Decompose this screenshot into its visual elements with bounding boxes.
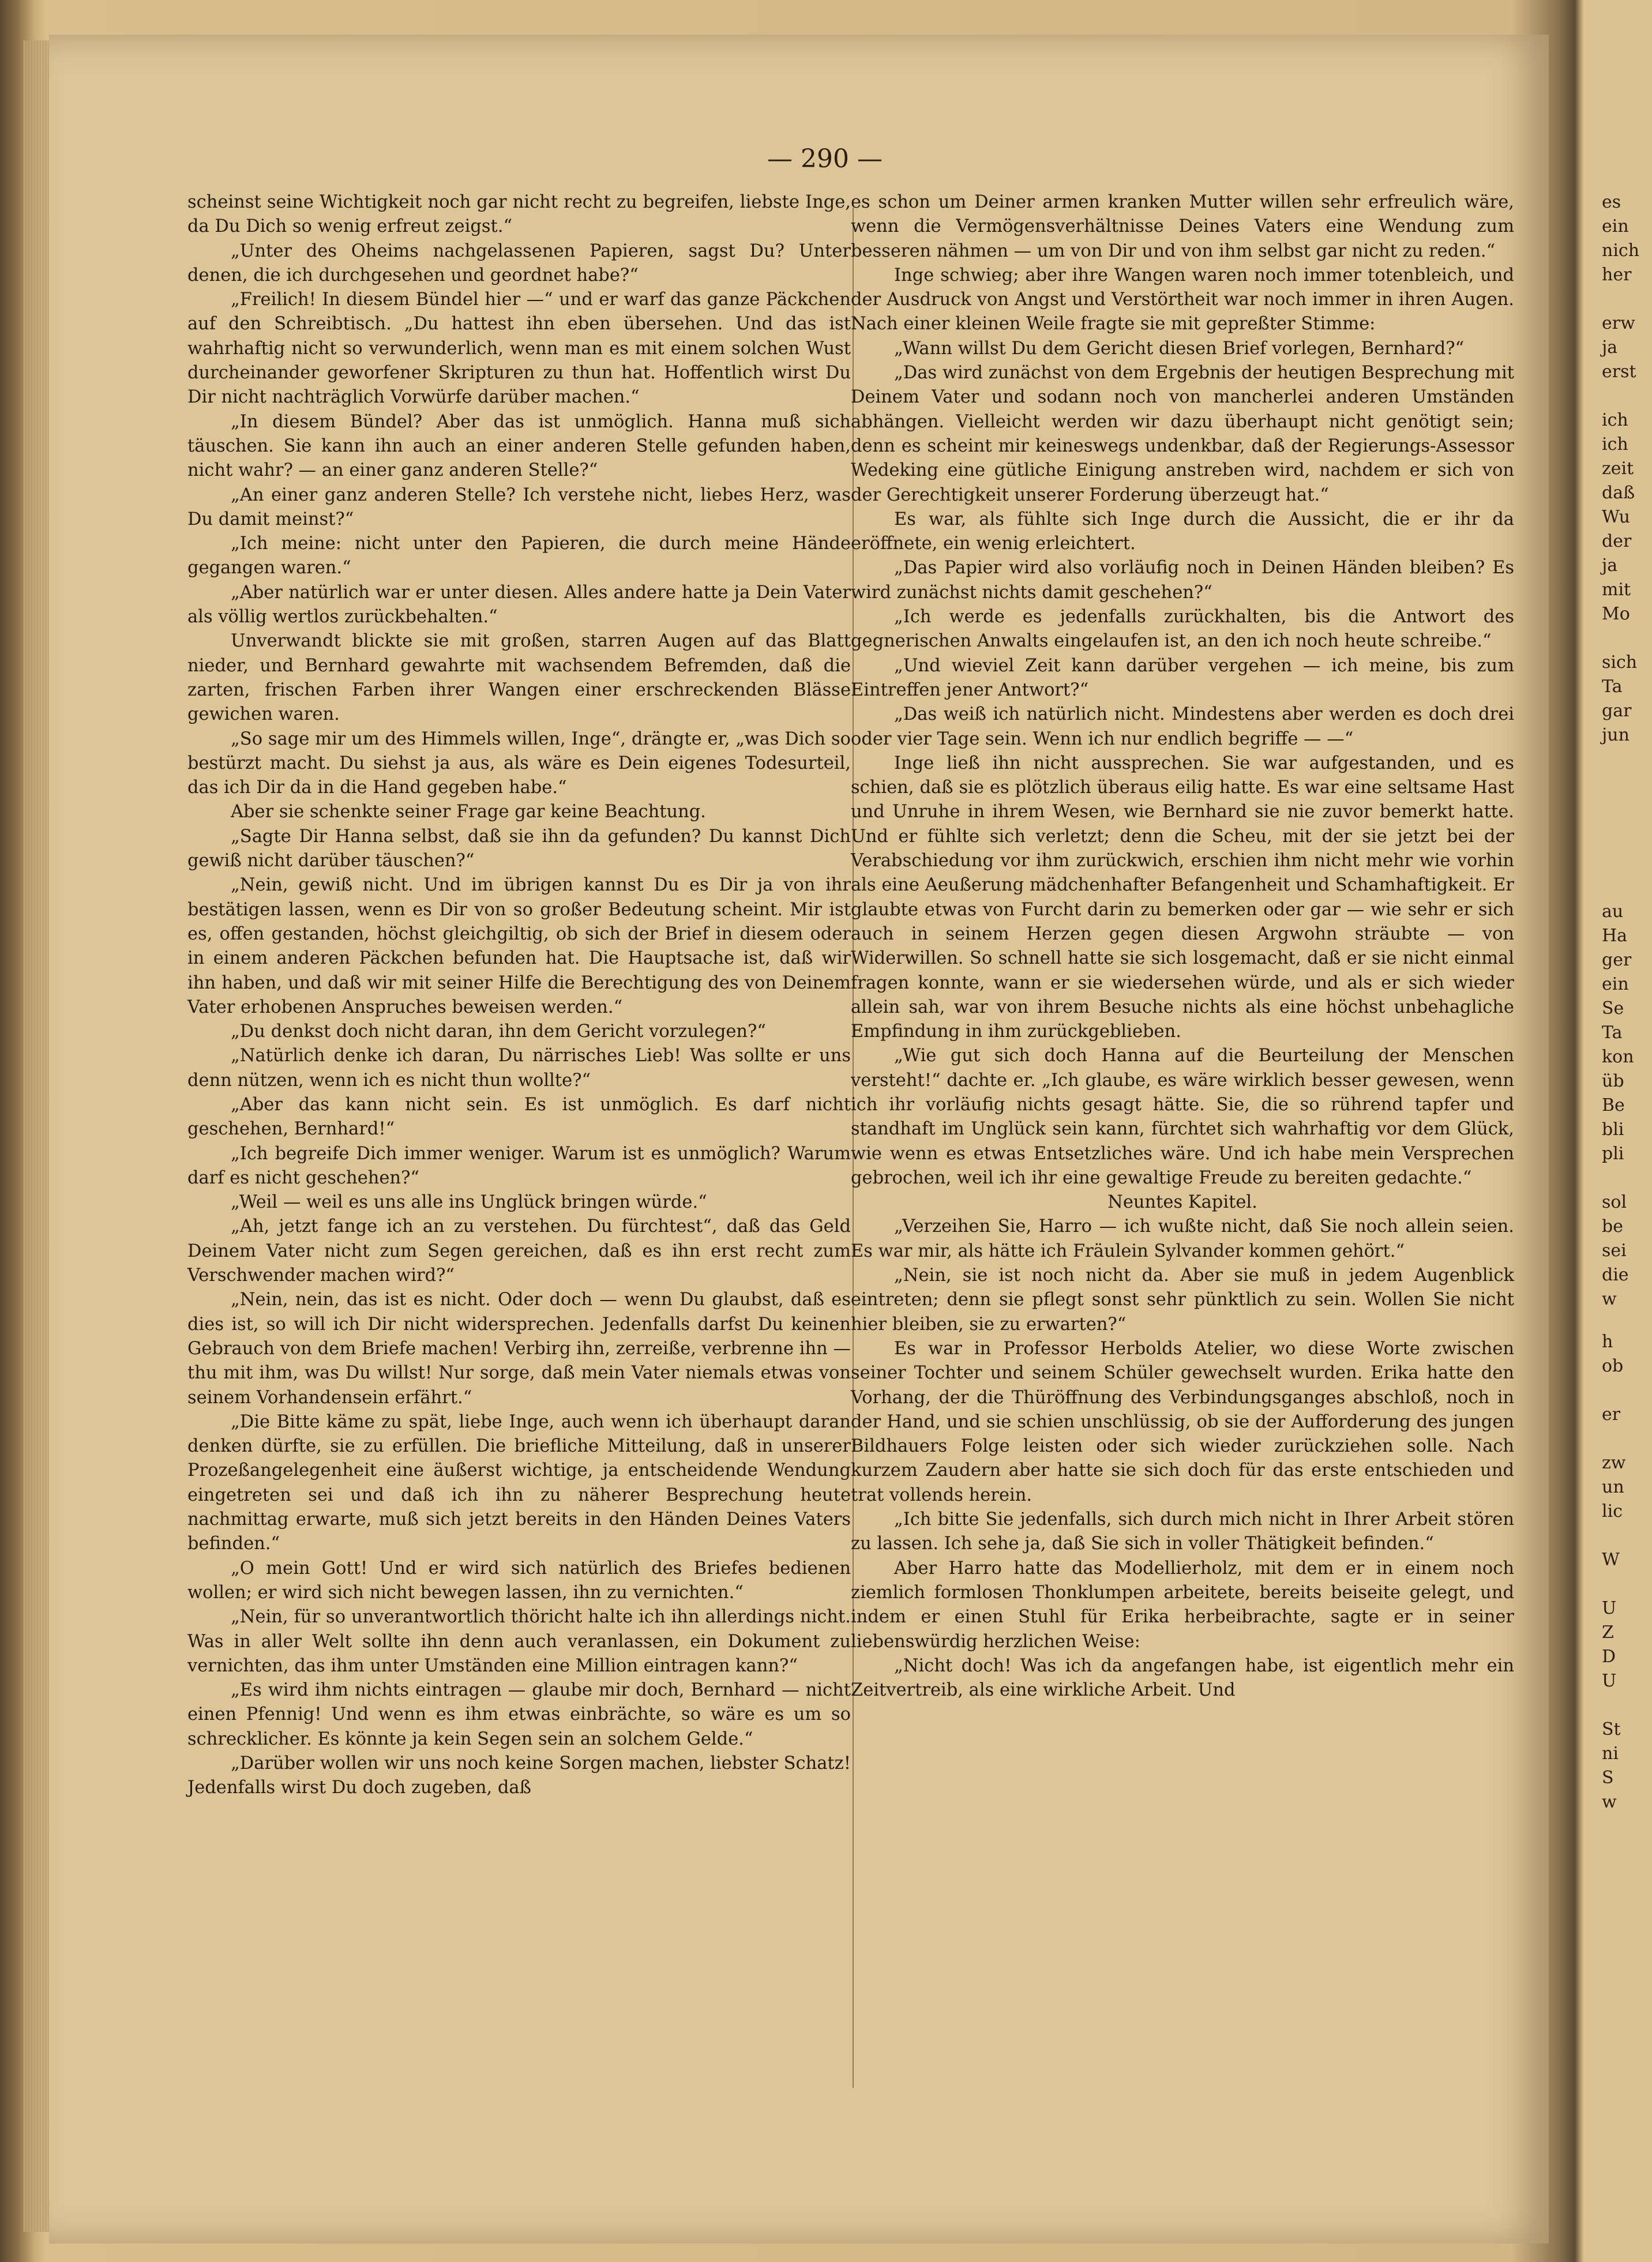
paragraph: „Das wird zunächst von dem Ergebnis der heutigen Besprechung mit Deinem Vater und sodann noch von mancherlei anderen Umständen abhängen. Vielleicht werden wir dazu überhaupt nicht genötigt sein; denn es scheint mir keineswegs undenkbar, daß der Regierungs-Assessor Wedeking eine gütliche Einigung anstreben wird, nachdem er sich von der Gerechtigkeit unserer Forderung überzeugt hat.“ — [851, 363, 1514, 505]
book-page-edges — [23, 40, 52, 2232]
right-text-column — [851, 190, 1514, 1703]
paragraph: „Sagte Dir Hanna selbst, daß sie ihn da gefunden? Du kannst Dich gewiß nicht darüber täuschen?“ — [187, 826, 851, 871]
paragraph: „Ich meine: nicht unter den Papieren, die durch meine Hände gegangen waren.“ — [187, 533, 851, 578]
paragraph: „So sage mir um des Himmels willen, Inge“, drängte er, „was Dich so bestürzt macht. Du siehst ja aus, als wäre es Dein eigenes Todesurteil, das ich Dir da in die Hand gegeben habe.“ — [187, 728, 851, 798]
adjacent-page-text-fragment: Se — [1602, 998, 1624, 1019]
paragraph: „Ah, jetzt fange ich an zu verstehen. Du fürchtest“, daß das Geld Deinem Vater nicht zum Segen gereichen, daß es ihn erst recht zum Verschwender machen wird?“ — [187, 1216, 851, 1286]
paragraph: „Unter des Oheims nachgelassenen Papieren, sagst Du? Unter denen, die ich durchgesehen und geordnet habe?“ — [187, 241, 851, 285]
adjacent-page-text-fragment: w — [1602, 1289, 1617, 1309]
paragraph: „Nein, sie ist noch nicht da. Aber sie muß in jedem Augenblick eintreten; denn sie pflegt sonst sehr pünktlich zu sein. Wollen Sie nicht hier bleiben, sie zu erwarten?“ — [851, 1265, 1514, 1335]
paragraph: „In diesem Bündel? Aber das ist unmöglich. Hanna muß sich täuschen. Sie kann ihn auch an einer anderen Stelle gefunden haben, nicht wahr? — an einer ganz anderen Stelle?“ — [187, 411, 851, 481]
paragraph: „Ich werde es jedenfalls zurückhalten, bis die Antwort des gegnerischen Anwalts eingelaufen ist, an den ich noch heute schreibe.“ — [851, 607, 1514, 652]
adjacent-page-text-fragment: sol — [1602, 1192, 1627, 1212]
page-number: — 290 — — [767, 144, 883, 174]
adjacent-page-text-fragment: nich — [1602, 241, 1640, 261]
adjacent-page-text-fragment: gar — [1602, 701, 1632, 721]
adjacent-page-text-fragment: Ha — [1602, 926, 1628, 946]
paragraph: Es war in Professor Herbolds Atelier, wo diese Worte zwischen seiner Tochter und seinem Schüler gewechselt wurden. Erika hatte den Vorhang, der die Thüröffnung des Verbindungsganges abschloß, noch in der Hand, und sie schien unschlüssig, ob sie der Aufforderung des jungen Bildhauers Folge leisten oder sich wieder zurückziehen solle. Nach kurzem Zaudern aber hatte sie sich doch für das erste entschieden und trat vollends herein. — [851, 1338, 1514, 1505]
paragraph: es schon um Deiner armen kranken Mutter willen sehr erfreulich wäre, wenn die Vermögensverhältnisse Deines Vaters eine Wendung zum besseren nähmen — um von Dir und von ihm selbst gar nicht zu reden.“ — [851, 192, 1514, 261]
adjacent-page-text-fragment: U — [1602, 1671, 1617, 1691]
adjacent-page-text-fragment: üb — [1602, 1071, 1624, 1091]
paragraph: „Ich bitte Sie jedenfalls, sich durch mich nicht in Ihrer Arbeit stören zu lassen. Ich sehe ja, daß Sie sich in voller Thätigkeit befinden.“ — [851, 1509, 1514, 1554]
adjacent-page-text-fragment: jun — [1602, 725, 1630, 745]
adjacent-page-text-fragment: erw — [1602, 313, 1635, 333]
adjacent-page-text-fragment: bli — [1602, 1119, 1624, 1140]
adjacent-page-text-fragment: zw — [1602, 1453, 1626, 1473]
adjacent-page-text-fragment: au — [1602, 901, 1624, 922]
paragraph: „Nein, gewiß nicht. Und im übrigen kannst Du es Dir ja von ihr bestätigen lassen, wenn es Dir von so großer Bedeutung scheint. Mir ist es, offen gestanden, höchst gleichgiltig, ob sich der Brief in diesem oder in einem anderen Päckchen befunden hat. Die Hauptsache ist, daß wir ihn haben, und daß wir mit seiner Hilfe die Berechtigung des von Deinem Vater erhobenen Anspruches beweisen werden.“ — [187, 875, 851, 1017]
chapter-heading: Neuntes Kapitel. — [1107, 1192, 1257, 1213]
adjacent-page-text-fragment: kon — [1602, 1047, 1634, 1067]
paragraph: „Und wieviel Zeit kann darüber vergehen — ich meine, bis zum Eintreffen jener Antwort?“ — [851, 655, 1514, 700]
adjacent-page-text-fragment: w — [1602, 1792, 1617, 1812]
paragraph: „Weil — weil es uns alle ins Unglück bringen würde.“ — [231, 1192, 707, 1213]
paragraph: Inge schwieg; aber ihre Wangen waren noch immer totenbleich, und der Ausdruck von Angst und Verstörtheit war noch immer in ihren Augen. Nach einer kleinen Weile fragte sie mit gepreßter Stimme: — [851, 265, 1514, 335]
adjacent-page-text-fragment: ger — [1602, 950, 1632, 970]
adjacent-page-text-fragment: pli — [1602, 1144, 1624, 1164]
paragraph: „Wie gut sich doch Hanna auf die Beurteilung der Menschen versteht!“ dachte er. „Ich glaube, es wäre wirklich besser gewesen, wenn ich ihr vorläufig nichts gesagt hätte. Sie, die so rührend tapfer und standhaft im Unglück sein kann, fürchtet sich wahrhaftig vor dem Glück, wie wenn es etwas Entsetzliches wäre. Und ich habe mein Versprechen gebrochen, weil ich ihr eine gewaltige Freude zu bereiten gedachte.“ — [851, 1046, 1514, 1188]
adjacent-page-text-fragment: erst — [1602, 362, 1636, 382]
adjacent-page-text-fragment: er — [1602, 1404, 1621, 1425]
paragraph: „Aber das kann nicht sein. Es ist unmöglich. Es darf nicht geschehen, Bernhard!“ — [187, 1094, 851, 1140]
paragraph: „Es wird ihm nichts eintragen — glaube mir doch, Bernhard — nicht einen Pfennig! Und wenn es ihm etwas einbrächte, so wäre es um so schrecklicher. Es könnte ja kein Segen sein an solchem Gelde.“ — [187, 1680, 851, 1749]
paragraph: Unverwandt blickte sie mit großen, starren Augen auf das Blatt nieder, und Bernhard gewahrte mit wachsendem Befremden, daß die zarten, frischen Farben ihrer Wangen einer erschreckenden Blässe gewichen waren. — [187, 631, 851, 725]
adjacent-page-text-fragment: Mo — [1602, 604, 1630, 624]
paragraph: „Nein, nein, das ist es nicht. Oder doch — wenn Du glaubst, daß es dies ist, so will ich Dir nicht widersprechen. Jedenfalls darfst Du keinen Gebrauch von dem Briefe machen! Verbirg ihn, zerreiße, verbrenne ihn — thu mit ihm, was Du willst! Nur sorge, daß mein Vater niemals etwas von seinem Vorhandensein erfährt.“ — [187, 1290, 851, 1408]
adjacent-page-text-fragment: daß — [1602, 483, 1635, 503]
adjacent-page-text-fragment: Z — [1602, 1622, 1614, 1643]
adjacent-page-text-fragment: ich — [1602, 434, 1628, 454]
adjacent-page-text-fragment: sei — [1602, 1241, 1627, 1261]
paragraph: „Freilich! In diesem Bündel hier —“ und er warf das ganze Päckchen auf den Schreibtisch. „Du hattest ihn eben übersehen. Und das ist wahrhaftig nicht so verwunderlich, wenn man es mit einem solchen Wust durcheinander geworfener Skripturen zu thun hat. Hoffentlich wirst Du Dir nicht nachträglich Vorwürfe darüber machen.“ — [187, 290, 851, 408]
paragraph: „Nein, für so unverantwortlich thöricht halte ich ihn allerdings nicht. Was in aller Welt sollte ihn denn auch veranlassen, ein Dokument zu vernichten, das ihm unter Umständen eine Million eintragen kann?“ — [187, 1607, 851, 1676]
paragraph: „Nicht doch! Was ich da angefangen habe, ist eigentlich mehr ein Zeitvertreib, als eine wirkliche Arbeit. Und — [851, 1655, 1514, 1701]
adjacent-page-text-fragment: lic — [1602, 1501, 1623, 1521]
adjacent-page-text-fragment: U — [1602, 1598, 1617, 1618]
adjacent-page-text-fragment: D — [1602, 1647, 1616, 1667]
paragraph: „O mein Gott! Und er wird sich natürlich des Briefes bedienen wollen; er wird sich nicht bewegen lassen, ihn zu vernichten.“ — [187, 1558, 851, 1603]
adjacent-page-text-fragment: mit — [1602, 580, 1631, 600]
adjacent-page-edge — [1583, 0, 1652, 2262]
paragraph: Inge ließ ihn nicht aussprechen. Sie war aufgestanden, und es schien, daß sie es plötzlich überaus eilig hatte. Es war eine seltsame Hast und Unruhe in ihrem Wesen, wie Bernhard sie nie zuvor bemerkt hatte. Und er fühlte sich verletzt; denn die Scheu, mit der sie jetzt bei der Verabschiedung vor ihm zurückwich, erschien ihm nicht mehr wie vorhin als eine Aeußerung mädchenhafter Befangenheit und Schamhaftigkeit. Er glaubte etwas von Furcht darin zu bemerken oder gar — wie sehr er sich auch in seinem Herzen gegen diesen Argwohn sträubte — von Widerwillen. So schnell hatte sie sich losgemacht, daß er sie nicht einmal fragen konnte, wann er sie wiedersehen würde, und als er sich wieder allein sah, war von ihrem Besuche nichts als eine höchst unbehagliche Empfindung in ihm zurückgeblieben. — [851, 753, 1514, 1042]
paragraph: Aber sie schenkte seiner Frage gar keine Beachtung. — [231, 802, 706, 822]
adjacent-page-text-fragment: die — [1602, 1265, 1629, 1285]
adjacent-page-text-fragment: zeit — [1602, 459, 1634, 479]
left-text-column — [187, 190, 851, 1801]
adjacent-page-text-fragment: Ta — [1602, 677, 1623, 697]
adjacent-page-text-fragment: ob — [1602, 1356, 1624, 1376]
adjacent-page-text-fragment: W — [1602, 1550, 1620, 1570]
adjacent-page-text-fragment: Ta — [1602, 1023, 1623, 1043]
paragraph: „An einer ganz anderen Stelle? Ich verstehe nicht, liebes Herz, was Du damit meinst?“ — [187, 484, 851, 529]
paragraph: „Du denkst doch nicht daran, ihn dem Gericht vorzulegen?“ — [231, 1021, 766, 1042]
paragraph: „Die Bitte käme zu spät, liebe Inge, auch wenn ich überhaupt daran denken dürfte, sie zu erfüllen. Die briefliche Mitteilung, daß in unserer Prozeßangelegenheit eine äußerst wichtige, ja entscheidende Wendung eingetreten sei und daß ich ihn zu näherer Besprechung heute nachmittag erwarte, muß sich jetzt bereits in den Händen Deines Vaters befinden.“ — [187, 1411, 851, 1554]
adjacent-page-text-fragment: S — [1602, 1768, 1614, 1788]
adjacent-page-text-fragment: ein — [1602, 216, 1629, 236]
paragraph: „Wann willst Du dem Gericht diesen Brief vorlegen, Bernhard?“ — [894, 338, 1465, 359]
adjacent-page-text-fragment: h — [1602, 1332, 1613, 1352]
paragraph: „Darüber wollen wir uns noch keine Sorgen machen, liebster Schatz! Jedenfalls wirst Du doch zugeben, daß — [187, 1753, 851, 1798]
adjacent-page-text-fragment: es — [1602, 192, 1621, 212]
adjacent-page-text-fragment: un — [1602, 1477, 1624, 1497]
adjacent-page-text-fragment: Wu — [1602, 507, 1630, 527]
paragraph: „Natürlich denke ich daran, Du närrisches Lieb! Was sollte er uns denn nützen, wenn ich es nicht thun wollte?“ — [187, 1046, 851, 1091]
adjacent-page-text-fragment: St — [1602, 1719, 1621, 1739]
adjacent-page-text-fragment: der — [1602, 531, 1632, 551]
paragraph: scheinst seine Wichtigkeit noch gar nicht recht zu begreifen, liebste Inge, da Du Dich so wenig erfreut zeigst.“ — [187, 192, 851, 237]
adjacent-page-text-fragment: her — [1602, 265, 1632, 285]
adjacent-page-text-fragment: ein — [1602, 974, 1629, 994]
paragraph: „Verzeihen Sie, Harro — ich wußte nicht, daß Sie noch allein seien. Es war mir, als hätte ich Fräulein Sylvander kommen gehört.“ — [851, 1216, 1514, 1261]
adjacent-page-text-fragment: be — [1602, 1216, 1623, 1237]
paragraph: Aber Harro hatte das Modellierholz, mit dem er in einem noch ziemlich formlosen Thonklumpen arbeitete, bereits beiseite gelegt, und indem er einen Stuhl für Erika herbeibrachte, sagte er in seiner liebenswürdig herzlichen Weise: — [851, 1558, 1514, 1652]
adjacent-page-text-fragment: ja — [1602, 337, 1618, 358]
paragraph: „Das weiß ich natürlich nicht. Mindestens aber werden es doch drei oder vier Tage sein. Wenn ich nur endlich begriffe — —“ — [851, 704, 1514, 749]
paragraph: „Das Papier wird also vorläufig noch in Deinen Händen bleiben? Es wird zunächst nichts damit geschehen?“ — [851, 558, 1514, 603]
adjacent-page-text-fragment: ja — [1602, 555, 1618, 576]
adjacent-page-text-fragment: ni — [1602, 1744, 1619, 1764]
paragraph: „Ich begreife Dich immer weniger. Warum ist es unmöglich? Warum darf es nicht geschehen?“ — [187, 1143, 851, 1188]
adjacent-page-text-fragment: sich — [1602, 652, 1638, 672]
paragraph: Es war, als fühlte sich Inge durch die Aussicht, die er ihr da eröffnete, ein wenig erleichtert. — [851, 509, 1514, 554]
paragraph: „Aber natürlich war er unter diesen. Alles andere hatte ja Dein Vater als völlig wertlos zurückbehalten.“ — [187, 582, 851, 628]
adjacent-page-text-fragment: ich — [1602, 410, 1628, 430]
adjacent-page-text-fragment: Be — [1602, 1095, 1625, 1115]
